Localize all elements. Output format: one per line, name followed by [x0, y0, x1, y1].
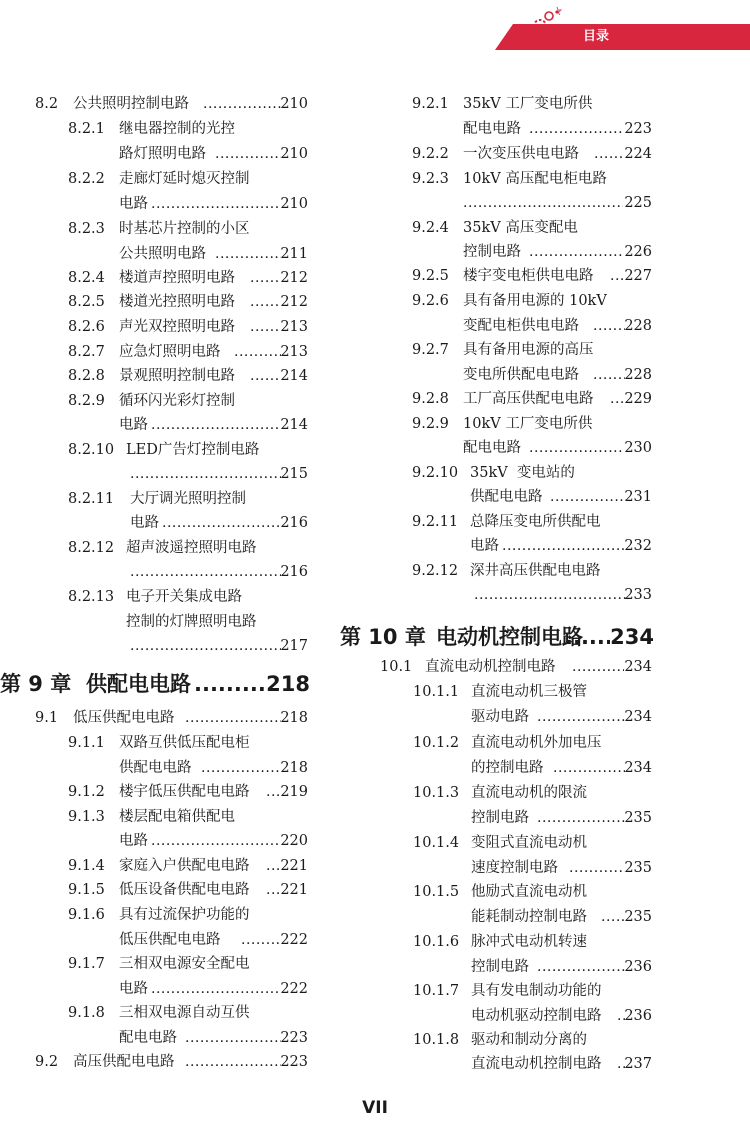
leader-dots: [266, 855, 281, 877]
entry-number: 8.2.3: [68, 221, 105, 237]
toc-entry-9-2-12-line2[interactable]: [474, 584, 652, 606]
entry-number: 8.2.7: [68, 344, 105, 360]
entry-page: 223: [280, 1054, 308, 1070]
entry-title: 35kV 变电站的: [470, 465, 575, 481]
entry-title: 楼道声控照明电路: [119, 270, 235, 286]
leader-dots: [194, 669, 266, 699]
entry-number: 8.2.1: [68, 121, 105, 137]
toc-entry-10-1-5-line2[interactable]: [471, 906, 652, 928]
entry-page: 234: [624, 659, 652, 675]
entry-title: 直流电动机三极管: [471, 684, 587, 700]
entry-page: 217: [280, 638, 308, 654]
toc-entry-10-1-1-line2[interactable]: [471, 706, 652, 728]
entry-title-cont: 变电所供配电电路: [463, 367, 579, 383]
leader-dots: [266, 781, 281, 803]
toc-entry-9-2-4-line1[interactable]: [412, 217, 652, 239]
toc-entry-8-2-13-line2[interactable]: [126, 611, 308, 633]
entry-title: 10kV 高压配电柜电路: [463, 171, 607, 187]
entry-title: 声光双控照明电路: [119, 319, 235, 335]
entry-page: 231: [624, 489, 652, 505]
entry-page: 225: [624, 195, 652, 211]
entry-title-cont: 电路: [119, 833, 148, 849]
toc-entry-9-2-4-line2[interactable]: [463, 241, 652, 263]
entry-title: 具有发电制动功能的: [471, 983, 602, 999]
entry-title: 低压设备供配电电路: [119, 882, 250, 898]
entry-title: 总降压变电所供配电: [470, 514, 601, 530]
chapter-title: 电动机控制电路: [436, 625, 583, 649]
leader-dots: [234, 341, 281, 363]
entry-page: 213: [280, 319, 308, 335]
chapter-10-heading[interactable]: [340, 622, 654, 652]
leader-dots: [593, 315, 625, 337]
entry-title: 深井高压供配电电路: [470, 563, 601, 579]
entry-title: 楼道光控照明电路: [119, 294, 235, 310]
entry-page: 224: [624, 146, 652, 162]
entry-number: 9.2.10: [412, 465, 459, 481]
entry-number: 9.1.2: [68, 784, 105, 800]
entry-title-cont: 路灯照明电路: [119, 146, 206, 162]
entry-page: 223: [624, 121, 652, 137]
entry-title: 具有备用电源的高压: [463, 342, 594, 358]
toc-entry-8-2-8[interactable]: [68, 365, 308, 387]
entry-page: 213: [280, 344, 308, 360]
entry-number: 9.2.9: [412, 416, 449, 432]
entry-page: 215: [280, 466, 308, 482]
leader-dots: [203, 93, 281, 115]
entry-number: 9.2.7: [412, 342, 449, 358]
entry-number: 9.2.12: [412, 563, 459, 579]
entry-title: 继电器控制的光控: [119, 121, 235, 137]
entry-title-cont: 配电电路: [463, 440, 521, 456]
toc-entry-9-2-2[interactable]: [412, 143, 652, 165]
entry-title-cont: 电动机驱动控制电路: [471, 1008, 602, 1024]
entry-number: 10.1.1: [413, 684, 460, 700]
entry-page: 226: [624, 244, 652, 260]
toc-entry-9-1-7-line1[interactable]: [68, 953, 308, 975]
entry-page: 230: [624, 440, 652, 456]
toc-entry-10-1-4-line2[interactable]: [471, 857, 652, 879]
toc-entry-9-1-6-line1[interactable]: [68, 904, 308, 926]
entry-number: 9.1.1: [68, 735, 105, 751]
toc-entry-8-2[interactable]: [35, 93, 308, 115]
entry-number: 10.1.6: [413, 934, 460, 950]
toc-entry-9-1-7-line2[interactable]: [119, 978, 308, 1000]
leader-dots: [553, 757, 625, 779]
leader-dots: [537, 956, 625, 978]
entry-page: 210: [280, 96, 308, 112]
toc-entry-9-1[interactable]: [35, 707, 308, 729]
toc-entry-10-1-7-line1[interactable]: [413, 980, 652, 1002]
toc-entry-8-2-12-line2[interactable]: [130, 561, 308, 583]
toc-entry-9-1-1-line2[interactable]: [119, 757, 308, 779]
leader-dots: [594, 143, 625, 165]
leader-dots: [201, 757, 281, 779]
entry-number: 9.2.4: [412, 220, 449, 236]
leader-dots: [569, 857, 625, 879]
leader-dots: [151, 978, 281, 1000]
entry-number: 10.1.7: [413, 983, 460, 999]
entry-title: 10kV 工厂变电所供: [463, 416, 593, 432]
entry-number: 10.1: [380, 659, 413, 675]
leader-dots: [550, 486, 626, 508]
page-number: VII: [362, 1098, 388, 1118]
toc-entry-10-1-5-line1[interactable]: [413, 881, 652, 903]
toc-entry-9-2-10-line2[interactable]: [470, 486, 652, 508]
entry-number: 9.1.8: [68, 1005, 105, 1021]
entry-number: 9.1.6: [68, 907, 105, 923]
section-label: 目录: [583, 29, 610, 44]
leader-dots: [250, 316, 281, 338]
leader-dots: [529, 241, 623, 263]
toc-entry-9-2-8[interactable]: [412, 388, 652, 410]
toc-entry-9-2[interactable]: [35, 1051, 308, 1073]
entry-title-cont: 控制电路: [471, 959, 529, 975]
entry-page: 222: [280, 981, 308, 997]
entry-title: 家庭入户供配电电路: [119, 858, 250, 874]
leader-dots: [130, 463, 281, 485]
entry-page: 235: [624, 810, 652, 826]
entry-title: 景观照明控制电路: [119, 368, 235, 384]
entry-page: 236: [624, 1008, 652, 1024]
leader-dots: [250, 291, 281, 313]
toc-entry-9-2-1-line2[interactable]: [463, 118, 652, 140]
toc-entry-10-1-8-line1[interactable]: [413, 1029, 652, 1051]
entry-title: 电子开关集成电路: [126, 589, 242, 605]
entry-title: 高压供配电电路: [73, 1054, 175, 1070]
toc-entry-8-2-7[interactable]: [68, 341, 308, 363]
toc-entry-8-2-6[interactable]: [68, 316, 308, 338]
entry-number: 8.2.11: [68, 491, 115, 507]
entry-title: 35kV 工厂变电所供: [463, 96, 593, 112]
leader-dots: [185, 1027, 281, 1049]
toc-entry-9-2-9-line2[interactable]: [463, 437, 652, 459]
entry-title: 35kV 高压变配电: [463, 220, 578, 236]
toc-entry-10-1-1-line1[interactable]: [413, 681, 652, 703]
entry-page: 234: [624, 709, 652, 725]
entry-number: 8.2: [35, 96, 59, 112]
entry-number: 8.2.12: [68, 540, 115, 556]
entry-title: 双路互供低压配电柜: [119, 735, 250, 751]
leader-dots: [266, 879, 281, 901]
entry-number: 10.1.3: [413, 785, 460, 801]
entry-title-cont: 配电电路: [119, 1030, 177, 1046]
leader-dots: [610, 388, 625, 410]
entry-page: 234: [624, 760, 652, 776]
entry-title: 一次变压供电电路: [463, 146, 579, 162]
chapter-9-heading[interactable]: [0, 669, 310, 699]
entry-title-cont: 能耗制动控制电路: [471, 909, 587, 925]
entry-page: 210: [280, 146, 308, 162]
entry-page: 214: [280, 417, 308, 433]
leader-dots: [250, 365, 281, 387]
entry-page: 236: [624, 959, 652, 975]
leader-dots: [215, 143, 281, 165]
leader-dots: [250, 267, 281, 289]
entry-number: 9.2.5: [412, 268, 449, 284]
entry-number: 10.1.2: [413, 735, 460, 751]
leader-dots: [601, 906, 625, 928]
entry-title: 变阻式直流电动机: [471, 835, 587, 851]
toc-entry-10-1-6-line2[interactable]: [471, 956, 652, 978]
entry-number: 9.2.6: [412, 293, 449, 309]
entry-title: 三相双电源安全配电: [119, 956, 250, 972]
toc-entry-9-2-12-line1[interactable]: [412, 560, 652, 582]
chapter-number: 第 9 章: [0, 672, 72, 696]
toc-entry-10-1[interactable]: [380, 656, 652, 678]
entry-title: 具有过流保护功能的: [119, 907, 250, 923]
entry-number: 8.2.4: [68, 270, 105, 286]
leader-dots: [130, 635, 281, 657]
leader-dots: [241, 929, 281, 951]
entry-number: 9.1.3: [68, 809, 105, 825]
toc-entry-8-2-11-line1[interactable]: [68, 488, 308, 510]
entry-page: 220: [280, 833, 308, 849]
toc-entry-9-1-4[interactable]: [68, 855, 308, 877]
entry-page: 216: [280, 515, 308, 531]
toc-entry-9-2-9-line1[interactable]: [412, 413, 652, 435]
toc-entry-8-2-3-line1[interactable]: [68, 218, 308, 240]
chapter-number: 第 10 章: [340, 625, 426, 649]
leader-dots: [474, 584, 626, 606]
entry-title: 超声波遥控照明电路: [126, 540, 257, 556]
entry-number: 9.2.8: [412, 391, 449, 407]
entry-title-cont: 电路: [119, 417, 148, 433]
toc-entry-9-1-8-line1[interactable]: [68, 1002, 308, 1024]
toc-entry-8-2-1-line2[interactable]: [119, 143, 308, 165]
entry-page: 214: [280, 368, 308, 384]
chapter-title: 供配电电路: [86, 672, 191, 696]
entry-page: 221: [280, 882, 308, 898]
toc-entry-8-2-2-line2[interactable]: [119, 193, 308, 215]
toc-entry-10-1-6-line1[interactable]: [413, 931, 652, 953]
toc-entry-10-1-7-line2[interactable]: [471, 1005, 652, 1027]
toc-entry-9-2-3-line2[interactable]: [463, 192, 652, 214]
toc-entry-9-2-11-line2[interactable]: [470, 535, 652, 557]
toc-entry-8-2-9-line1[interactable]: [68, 390, 308, 412]
entry-page: 237: [624, 1056, 652, 1072]
toc-entry-8-2-13-line3[interactable]: [130, 635, 308, 657]
chapter-page: 234: [610, 625, 654, 649]
entry-title-cont: 速度控制电路: [471, 860, 558, 876]
toc-entry-8-2-10-line2[interactable]: [130, 463, 308, 485]
entry-number: 8.2.10: [68, 442, 115, 458]
toc-entry-10-1-2-line2[interactable]: [471, 757, 652, 779]
toc-entry-9-1-1-line1[interactable]: [68, 732, 308, 754]
entry-page: 216: [280, 564, 308, 580]
entry-page: 223: [280, 1030, 308, 1046]
entry-title: 楼层配电箱供配电: [119, 809, 235, 825]
entry-title-cont: 电路: [119, 981, 148, 997]
entry-number: 9.2.1: [412, 96, 449, 112]
entry-title: 时基芯片控制的小区: [119, 221, 250, 237]
leader-dots: [463, 192, 623, 214]
entry-number: 8.2.6: [68, 319, 105, 335]
entry-number: 8.2.2: [68, 171, 105, 187]
toc-entry-10-1-3-line2[interactable]: [471, 807, 652, 829]
entry-title: 脉冲式电动机转速: [471, 934, 587, 950]
leader-dots: [502, 535, 626, 557]
toc-entry-9-2-7-line1[interactable]: [412, 339, 652, 361]
entry-title: 低压供配电电路: [73, 710, 175, 726]
toc-entry-10-1-3-line1[interactable]: [413, 782, 652, 804]
entry-page: 210: [280, 196, 308, 212]
toc-entry-9-1-6-line2[interactable]: [119, 929, 308, 951]
toc-entry-9-2-11-line1[interactable]: [412, 511, 652, 533]
toc-entry-9-2-1-line1[interactable]: [412, 93, 652, 115]
entry-page: 222: [280, 932, 308, 948]
entry-page: 211: [280, 246, 308, 262]
entry-page: 219: [280, 784, 308, 800]
toc-entry-10-1-2-line1[interactable]: [413, 732, 652, 754]
toc-entry-9-2-6-line2[interactable]: [463, 315, 652, 337]
entry-number: 9.1.4: [68, 858, 105, 874]
entry-title-cont: 低压供配电电路: [119, 932, 221, 948]
entry-title-cont: 供配电电路: [470, 489, 543, 505]
entry-title: 三相双电源自动互供: [119, 1005, 250, 1021]
leader-dots: [151, 193, 281, 215]
entry-title: LED广告灯控制电路: [126, 442, 260, 458]
entry-title: 大厅调光照明控制: [130, 491, 246, 507]
entry-title-cont: 电路: [119, 196, 148, 212]
toc-entry-8-2-10-line1[interactable]: [68, 439, 308, 461]
entry-title-cont: 公共照明电路: [119, 246, 206, 262]
entry-title-cont: 电路: [130, 515, 159, 531]
toc-entry-9-2-5[interactable]: [412, 265, 652, 287]
entry-title-cont: 控制电路: [463, 244, 521, 260]
entry-page: 228: [624, 367, 652, 383]
entry-page: 235: [624, 909, 652, 925]
entry-number: 10.1.8: [413, 1032, 460, 1048]
leader-dots: [151, 414, 281, 436]
toc-entry-8-2-3-line2[interactable]: [119, 243, 308, 265]
toc-entry-8-2-1-line1[interactable]: [68, 118, 308, 140]
entry-page: 218: [280, 710, 308, 726]
toc-entry-8-2-9-line2[interactable]: [119, 414, 308, 436]
chapter-page: 218: [266, 672, 310, 696]
toc-entry-8-2-2-line1[interactable]: [68, 168, 308, 190]
leader-dots: [162, 512, 281, 534]
toc-entry-8-2-11-line2[interactable]: [130, 512, 308, 534]
toc-entry-8-2-5[interactable]: [68, 291, 308, 313]
entry-title-cont: 电路: [470, 538, 499, 554]
leader-dots: [610, 265, 625, 287]
entry-title: 公共照明控制电路: [73, 96, 189, 112]
leader-dots: [529, 118, 623, 140]
leader-dots: [593, 364, 625, 386]
leader-dots: [185, 1051, 281, 1073]
entry-page: 233: [624, 587, 652, 603]
entry-page: 212: [280, 270, 308, 286]
entry-page: 235: [624, 860, 652, 876]
entry-page: 227: [624, 268, 652, 284]
leader-dots: [537, 807, 625, 829]
entry-title: 具有备用电源的 10kV: [463, 293, 607, 309]
entry-page: 218: [280, 760, 308, 776]
entry-number: 10.1.4: [413, 835, 460, 851]
toc-entry-9-1-5[interactable]: [68, 879, 308, 901]
entry-title: 直流电动机控制电路: [425, 659, 556, 675]
entry-title-cont: 直流电动机控制电路: [471, 1056, 602, 1072]
entry-number: 8.2.13: [68, 589, 115, 605]
toc-entry-9-2-7-line2[interactable]: [463, 364, 652, 386]
toc-entry-9-2-6-line1[interactable]: [412, 290, 652, 312]
entry-number: 8.2.8: [68, 368, 105, 384]
entry-title: 走廊灯延时熄灭控制: [119, 171, 250, 187]
toc-entry-9-1-3-line1[interactable]: [68, 806, 308, 828]
entry-title-cont: 的控制电路: [471, 760, 544, 776]
entry-title: 应急灯照明电路: [119, 344, 221, 360]
leader-dots: [529, 437, 623, 459]
entry-page: 221: [280, 858, 308, 874]
entry-title: 直流电动机外加电压: [471, 735, 602, 751]
entry-title-cont: 供配电电路: [119, 760, 192, 776]
entry-page: 232: [624, 538, 652, 554]
entry-number: 8.2.5: [68, 294, 105, 310]
leader-dots: [537, 706, 625, 728]
entry-page: 228: [624, 318, 652, 334]
toc-entry-8-2-12-line1[interactable]: [68, 537, 308, 559]
leader-dots: [215, 243, 281, 265]
entry-number: 8.2.9: [68, 393, 105, 409]
entry-title: 工厂高压供配电电路: [463, 391, 594, 407]
entry-title-cont: 配电电路: [463, 121, 521, 137]
leader-dots: [572, 656, 624, 678]
toc-entry-8-2-13-line1[interactable]: [68, 586, 308, 608]
toc-entry-9-2-10-line1[interactable]: [412, 462, 652, 484]
leader-dots: [565, 622, 610, 652]
entry-number: 9.2: [35, 1054, 59, 1070]
entry-number: 9.2.11: [412, 514, 459, 530]
leader-dots: [185, 707, 281, 729]
toc-entry-8-2-4[interactable]: [68, 267, 308, 289]
entry-title: 楼宇变电柜供电电路: [463, 268, 594, 284]
entry-number: 9.1.5: [68, 882, 105, 898]
entry-title-cont: 变配电柜供电电路: [463, 318, 579, 334]
entry-number: 9.1.7: [68, 956, 105, 972]
entry-page: 229: [624, 391, 652, 407]
entry-number: 10.1.5: [413, 884, 460, 900]
entry-title-cont: 控制电路: [471, 810, 529, 826]
entry-title: 直流电动机的限流: [471, 785, 587, 801]
toc-entry-10-1-8-line2[interactable]: [471, 1053, 652, 1075]
entry-page: 212: [280, 294, 308, 310]
toc-entry-9-1-8-line2[interactable]: [119, 1027, 308, 1049]
entry-title: 他励式直流电动机: [471, 884, 587, 900]
toc-entry-9-1-2[interactable]: [68, 781, 308, 803]
entry-title-cont: 驱动电路: [471, 709, 529, 725]
entry-title: 循环闪光彩灯控制: [119, 393, 235, 409]
entry-number: 9.2.3: [412, 171, 449, 187]
toc-entry-9-1-3-line2[interactable]: [119, 830, 308, 852]
entry-number: 9.1: [35, 710, 59, 726]
entry-title: 楼宇低压供配电电路: [119, 784, 250, 800]
entry-number: 9.2.2: [412, 146, 449, 162]
leader-dots: [130, 561, 281, 583]
toc-entry-10-1-4-line1[interactable]: [413, 832, 652, 854]
entry-title-cont: 控制的灯牌照明电路: [126, 614, 257, 630]
toc-entry-9-2-3-line1[interactable]: [412, 168, 652, 190]
leader-dots: [151, 830, 281, 852]
entry-title: 驱动和制动分离的: [471, 1032, 587, 1048]
